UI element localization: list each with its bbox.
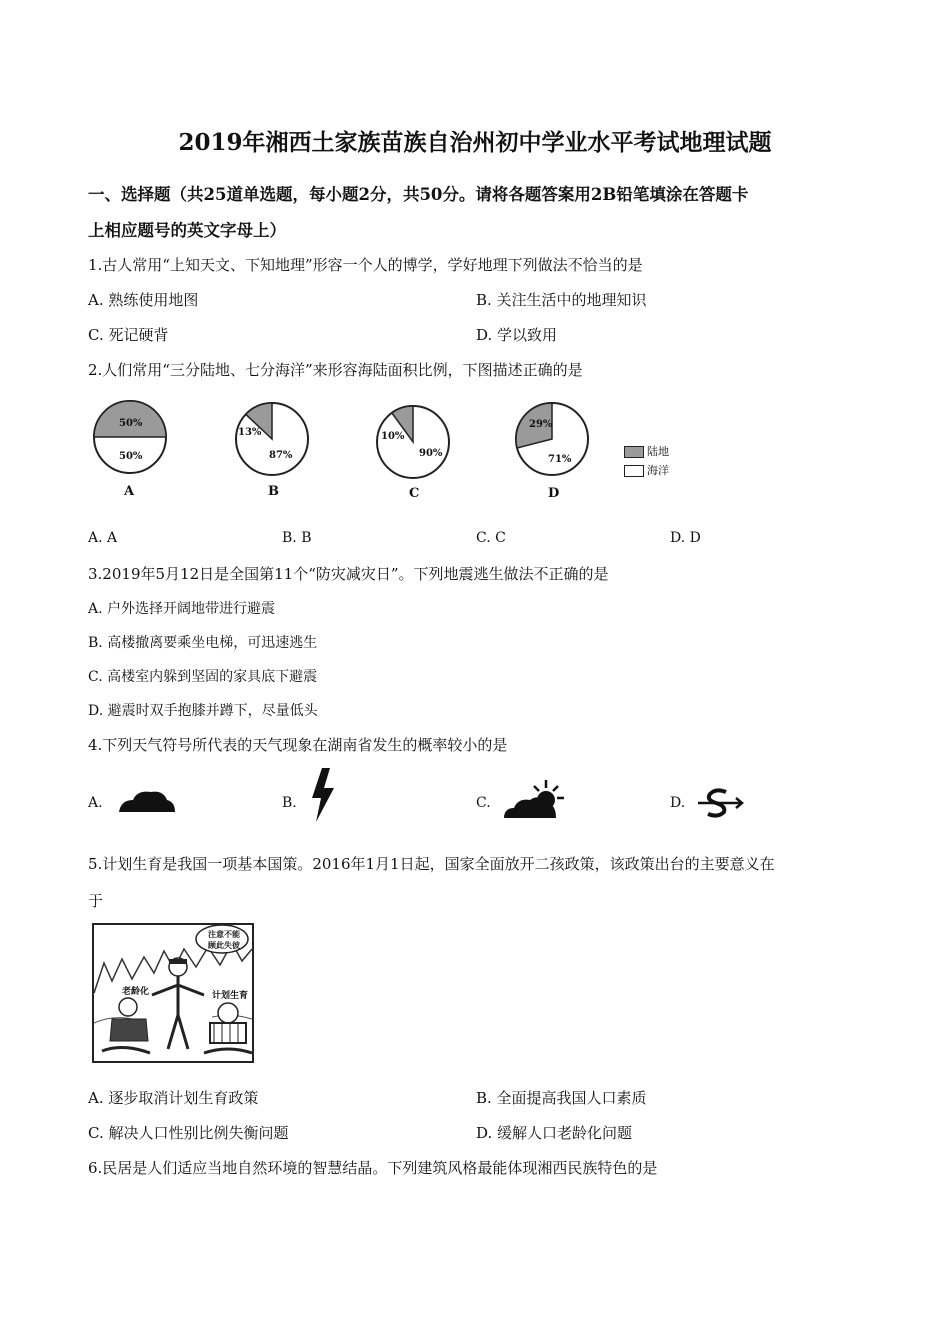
q3-option-b[interactable]: B. 高楼撤离要乘坐电梯，可迅速逃生 (88, 635, 318, 651)
q5-option-d[interactable]: D. 缓解人口老龄化问题 (476, 1124, 633, 1142)
question-3-stem: 3.2019年5月12日是全国第11个“防灾减灾日”。下列地震逃生做法不正确的是 (88, 565, 609, 583)
question-6-stem: 6.民居是人们适应当地自然环境的智慧结晶。下列建筑风格最能体现湘西民族特色的是 (88, 1159, 658, 1177)
pie-a-ocean-pct: 50% (119, 451, 143, 462)
lightning-icon (308, 768, 338, 824)
q5-option-a[interactable]: A. 逐步取消计划生育政策 (88, 1089, 259, 1107)
q2-option-d[interactable]: D. D (670, 530, 701, 546)
pie-d-label: D (548, 486, 560, 501)
q2-option-c[interactable]: C. C (476, 530, 506, 546)
sandstorm-icon (698, 786, 744, 822)
cartoon-bubble-line2: 顾此失彼 (208, 940, 240, 950)
section-heading-line1: 一、选择题（共25道单选题，每小题2分，共50分。请将各题答案用2B铅笔填涂在答题卡 (88, 185, 749, 204)
pie-a-land-pct: 50% (119, 418, 143, 429)
q4-option-d[interactable]: D. (670, 795, 686, 811)
question-1-stem: 1.古人常用“上知天文、下知地理”形容一个人的博学，学好地理下列做法不恰当的是 (88, 256, 643, 274)
legend-land-label: 陆地 (647, 445, 669, 458)
q1-option-b[interactable]: B. 关注生活中的地理知识 (476, 291, 647, 309)
q4-option-c[interactable]: C. (476, 795, 491, 811)
page-title: 2019年湘西土家族苗族自治州初中学业水平考试地理试题 (178, 129, 772, 156)
pie-b-land-pct: 13% (238, 427, 262, 438)
land-ocean-pie-charts (0, 395, 950, 525)
cartoon-aging-label: 老龄化 (122, 987, 150, 997)
q2-option-b[interactable]: B. B (282, 530, 312, 546)
legend-land-swatch (624, 446, 644, 458)
q5-option-b[interactable]: B. 全面提高我国人口素质 (476, 1089, 647, 1107)
q1-option-d[interactable]: D. 学以致用 (476, 326, 558, 344)
cloudy-sun-icon (502, 778, 566, 822)
cartoon-bubble-line1: 注意不能 (208, 929, 240, 939)
q3-option-c[interactable]: C. 高楼室内躲到坚固的家具底下避震 (88, 669, 318, 685)
q1-option-a[interactable]: A. 熟练使用地图 (88, 291, 199, 309)
q4-option-b[interactable]: B. (282, 795, 297, 811)
pie-a (94, 401, 166, 473)
pie-c-ocean-pct: 90% (419, 448, 443, 459)
q4-option-a[interactable]: A. (88, 795, 103, 811)
question-5-stem-line1: 5.计划生育是我国一项基本国策。2016年1月1日起，国家全面放开二孩政策，该政策出台的主要意义在 (88, 855, 775, 873)
legend-ocean-label: 海洋 (647, 464, 669, 477)
question-4-stem: 4.下列天气符号所代表的天气现象在湖南省发生的概率较小的是 (88, 736, 508, 754)
q2-option-a[interactable]: A. A (88, 530, 118, 546)
pie-a-label: A (124, 484, 135, 499)
question-2-stem: 2.人们常用“三分陆地、七分海洋”来形容海陆面积比例，下图描述正确的是 (88, 361, 583, 379)
section-heading-line2: 上相应题号的英文字母上） (88, 221, 286, 240)
pie-d-ocean-pct: 71% (548, 454, 572, 465)
pie-c (377, 406, 449, 478)
question-5-stem-line2: 于 (88, 892, 104, 910)
pie-d-land-pct: 29% (529, 419, 553, 430)
q5-option-c[interactable]: C. 解决人口性别比例失衡问题 (88, 1124, 289, 1142)
q3-option-a[interactable]: A. 户外选择开阔地带进行避震 (88, 601, 276, 617)
pie-b-ocean-pct: 87% (269, 450, 293, 461)
pie-b (236, 403, 308, 475)
overcast-icon (117, 786, 177, 816)
cartoon-family-planning-label: 计划生育 (212, 991, 249, 1001)
q3-option-d[interactable]: D. 避震时双手抱膝并蹲下，尽量低头 (88, 703, 318, 719)
pie-c-land-pct: 10% (381, 431, 405, 442)
pie-b-label: B (268, 484, 279, 499)
pie-c-label: C (409, 486, 420, 501)
q1-option-c[interactable]: C. 死记硬背 (88, 326, 169, 344)
legend-ocean-swatch (624, 465, 644, 477)
